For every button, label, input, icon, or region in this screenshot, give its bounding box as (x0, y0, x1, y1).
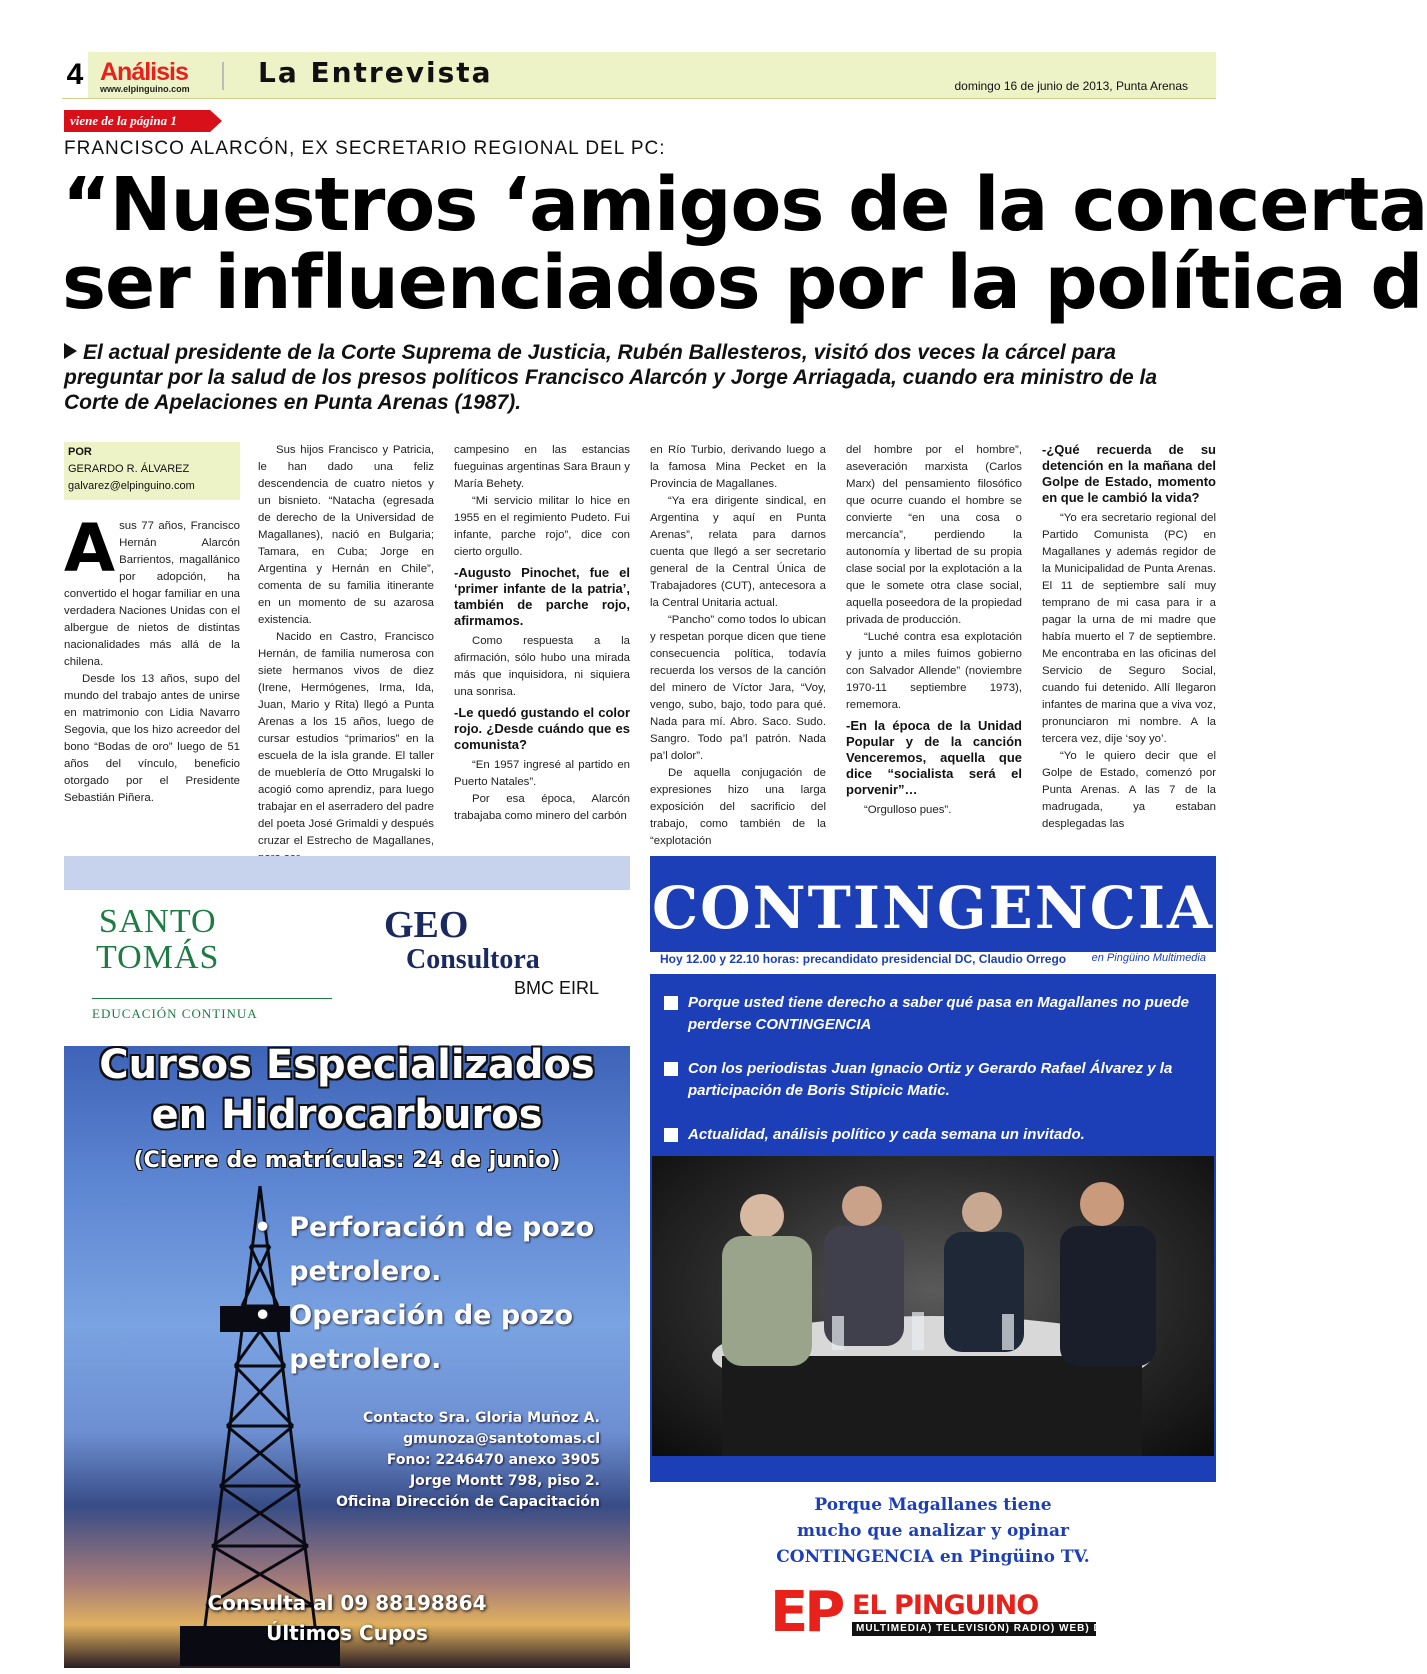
paragraph: De aquella conjugación de expresiones hizo una larga exposición del sacrificio del trabajo, como también de la “explotación (650, 767, 826, 847)
square-bullet-icon (664, 1062, 678, 1076)
contact-office: Oficina Dirección de Capacitación (336, 1494, 600, 1510)
byline-email[interactable]: galvarez@elpinguino.com (68, 480, 195, 492)
header-divider (222, 62, 224, 90)
byline-por: POR (68, 446, 92, 458)
dateline: domingo 16 de junio de 2013, Punta Arenas (954, 79, 1188, 93)
paragraph: “Orgulloso pues”. (864, 804, 952, 816)
paragraph: en Río Turbio, derivando luego a la famosa Mina Pecket en la Provincia de Magallanes. (650, 444, 826, 490)
contact-phone[interactable]: Fono: 2246470 anexo 3905 (386, 1452, 600, 1468)
media-channels: MULTIMEDIA) TELEVISIÓN) RADIO) WEB) DIARIO (856, 1623, 1135, 1634)
santo-tomas-tagline: EDUCACIÓN CONTINUA (92, 1006, 258, 1021)
schedule-channel: en Pingüino Multimedia (1091, 952, 1206, 964)
continued-from-label: viene de la página 1 (64, 110, 210, 132)
santo-tomas-logo (96, 904, 219, 976)
page-number: 4 (62, 52, 88, 98)
bullet-dot-icon: • (254, 1212, 272, 1243)
paragraph: Por esa época, Alarcón trabajaba como minero del carbón (454, 793, 630, 822)
triangle-bullet-icon (64, 343, 77, 359)
article-column-3 (454, 442, 630, 825)
ad-bullet-item (660, 1124, 1200, 1146)
ad-footer (650, 1482, 1216, 1668)
headline-overline: FRANCISCO ALARCÓN, EX SECRETARIO REGIONAL DEL PC: (64, 138, 666, 159)
article-deck (64, 340, 1214, 415)
course-item-label: Perforación de pozo petrolero. (289, 1212, 595, 1287)
paragraph: “En 1957 ingresé al partido en Puerto Natales”. (454, 759, 630, 788)
contingencia-slogan (650, 1492, 1216, 1570)
paragraph: Sus hijos Francisco y Patricia, le han dado una feliz descendencia de cuatro nietos y un bisnieto. “Natacha (egresada de derecho de la Universidad de Magallanes), nació en Bulgaria; Tamara, en Cuba; Jorge en Argentina y Hernán en Chile”, comenta de su familia itinerante en un momento de su azarosa existencia. (258, 444, 434, 626)
byline-author: GERARDO R. ÁLVAREZ (68, 463, 190, 475)
contingencia-advertisement[interactable] (650, 856, 1216, 1668)
el-pinguino-name: EL PINGUINO (852, 1590, 1039, 1621)
ad-bullet-text: Actualidad, análisis político y cada semana un invitado. (688, 1126, 1085, 1143)
article-column-4 (650, 442, 826, 850)
schedule-time: Hoy 12.00 y 22.10 horas: precandidato presidencial DC, Claudio Orrego (660, 952, 1067, 966)
paragraph: “Mi servicio militar lo hice en 1955 en el regimiento Pudeto. Fui infante, parche rojo”, dice con cierto orgullo. (454, 495, 630, 558)
ad-call-to-action (64, 1588, 630, 1648)
article-column-5 (846, 442, 1022, 819)
contact-email[interactable]: gmunoza@santotomas.cl (403, 1431, 600, 1447)
ad-enrollment-deadline: (Cierre de matrículas: 24 de junio) (133, 1148, 561, 1173)
paragraph: Nacido en Castro, Francisco Hernán, de familia numerosa con siete hermanos vivos de diez (Irene, Hermógenes, Irma, Ida, Juan, Mario y Rita) llegó a Punta Arenas a los 15 años, luego de cursar estudios “primarios” en la escuela de la isla grande. El taller de mueblería de Otto Mrugalski lo acogió como aprendiz, para luego trabajar en el aserradero del padre del poeta José Grimaldi y después cruzar el Estrecho de Magallanes, (258, 631, 434, 847)
course-item (254, 1206, 614, 1294)
paragraph: “Pancho” como todos lo ubican y respetan porque dicen que tiene consecuencia política, todavía recuerda los versos de la canción del minero de Víctor Jara, “Voy, vengo, subo, bajo, todo para qué. Nada para mí. Abro. Saco. Sudo. Sangro. Todo pa’l patrón. Nada pa’l dolor”. (650, 614, 826, 762)
headline-line-1: “Nuestros ‘amigos de la concerta (62, 162, 1427, 248)
ad-bullet-item (660, 992, 1200, 1036)
interview-question: -Le quedó gustando el color rojo. ¿Desde cuándo que es comunista? (454, 705, 630, 752)
paragraph: del hombre por el hombre”, aseveración marxista (Carlos Marx) del pensamiento filosófico que ocurre cuando el hombre se convierte “en una cosa o mercancía”, perdiendo la autonomía y libertad de su propia clase social por la explotación a la que le somete otra clase social, aquella poseedora de la propiedad privada de producción. (846, 444, 1022, 626)
contingencia-title: CONTINGENCIA (651, 874, 1215, 942)
paragraph: “Ya era dirigente sindical, en Argentina y aquí en Punta Arenas”, relata para darnos cuenta que llegó a ser secretario general de la Central Única de Trabajadores (CUT), antecesora a la Central Unitaria actual. (650, 495, 826, 609)
interview-question: -En la época de la Unidad Popular y de la canción Venceremos, aquella que dice “socialista será el porvenir”… (846, 718, 1022, 797)
paragraph: “Luché contra esa explotación y junto a miles fuimos gobierno con Salvador Allende” (noviembre 1970-11 septiembre 1973), rememora. (846, 631, 1022, 711)
paragraph: “Yo era secretario regional del Partido Comunista (PC) en Magallanes y además regidor de la Municipalidad de Punta Arenas. El 11 de septiembre salí muy temprano de mi casa para ir a pagar la urna de mi madre que había muerto el 7 de septiembre. Me encontraba en las oficinas del Servicio de Seguro Social, cuando fui detenido. Allí llegaron infantes de marina que a viva voz, pronunciaron mi nombre. A la tercera vez, dije ‘soy yo’. (1042, 512, 1216, 745)
ad-bullet-text: Porque usted tiene derecho a saber qué pasa en Magallanes no puede perderse CONTINGENCIA (688, 994, 1189, 1033)
ad-bullet-text: Con los periodistas Juan Ignacio Ortiz y Gerardo Rafael Álvarez y la participación de Boris Stipicic Matic. (688, 1060, 1173, 1099)
bullet-dot-icon: • (254, 1300, 272, 1331)
schedule-strip (650, 952, 1216, 974)
article-column-2 (258, 442, 434, 867)
course-list (254, 1206, 614, 1382)
ad-bullet-item (660, 1058, 1200, 1102)
contact-name: Contacto Sra. Gloria Muñoz A. (363, 1410, 600, 1426)
slogan-line-1: Porque Magallanes tiene (814, 1495, 1052, 1515)
ad-contact-info (300, 1408, 600, 1513)
ad-top-bar (64, 856, 630, 890)
geo-consultora-name: Consultora (406, 944, 540, 975)
page-header (62, 52, 1216, 99)
deck-text: El actual presidente de la Corte Suprema de Justicia, Rubén Ballesteros, visitó dos veces la cárcel para preguntar por la salud de los presos políticos Francisco Alarcón y Jorge Arriagada, cuando era ministro de la Corte de Apelaciones en Punta Arenas (1987). (64, 341, 1158, 414)
article-column-1 (64, 510, 240, 807)
ad-phone-cta[interactable]: Consulta al 09 88198864 (207, 1591, 487, 1615)
paragraph: “Yo le quiero decir que el Golpe de Estado, comenzó por Punta Arenas. A las 7 de la madrugada, ya estaban desplegadas las (1042, 750, 1216, 830)
tv-studio-photo (652, 1156, 1214, 1456)
geo-consultora-suffix: BMC EIRL (514, 978, 600, 998)
ad-title-line-2: en Hidrocarburos (151, 1092, 543, 1138)
byline (64, 442, 240, 500)
slogan-line-3: CONTINGENCIA en Pingüino TV. (776, 1547, 1090, 1567)
headline-line-2: ser influenciados por la política d (62, 240, 1423, 326)
paragraph: Como respuesta a la afirmación, sólo hubo una mirada más que inquisidora, ni siquiera una sonrisa. (454, 635, 630, 698)
article-column-6 (1042, 442, 1216, 833)
headline (62, 162, 1427, 326)
newspaper-logo[interactable]: Análisis (100, 58, 188, 86)
course-item (254, 1294, 614, 1382)
el-pinguino-ep-logo: EP (770, 1586, 848, 1640)
santo-tomas-advertisement[interactable] (64, 856, 630, 1668)
course-item-label: Operación de pozo petrolero. (289, 1300, 574, 1375)
interview-question: -¿Qué recuerda de su detención en la mañana del Golpe de Estado, momento en que le cambió la vida? (1042, 442, 1216, 505)
geo-consultora-logo: GEO (384, 904, 469, 946)
paragraph: campesino en las estancias fueguinas argentinas Sara Braun y María Behety. (454, 444, 630, 490)
panel-discussion-photo-icon (652, 1156, 1214, 1456)
section-title: La Entrevista (258, 56, 493, 89)
drop-cap: A (64, 510, 116, 587)
interview-question: -Augusto Pinochet, fue el ‘primer infante de la patria’, también de parche rojo, afirmamos. (454, 565, 630, 628)
ad-last-spots: Últimos Cupos (266, 1621, 428, 1645)
logo-rule (92, 998, 332, 999)
santo-logo-line-1: SANTO (98, 903, 217, 940)
santo-logo-line-2: TOMÁS (96, 939, 220, 976)
logo-url[interactable]: www.elpinguino.com (100, 84, 190, 94)
square-bullet-icon (664, 1128, 678, 1142)
paragraph: sus 77 años, Francisco Hernán Alarcón Barrientos, magallánico por adopción, ha convertido el hogar familiar en una verdadera Naciones Unidas con el albergue de nietos de distintas nacionalidades más allá de la chilena. (64, 520, 240, 668)
square-bullet-icon (664, 996, 678, 1010)
paragraph: Desde los 13 años, supo del mundo del trabajo antes de unirse en matrimonio con Lidia Navarro Segovia, que los hizo acreedor del bono “Bodas de oro” luego de 51 años del vínculo, beneficio otorgado por el Presidente Sebastián Piñera. (64, 673, 240, 804)
ad-title-line-1: Cursos Especializados (99, 1042, 595, 1088)
slogan-line-2: mucho que analizar y opinar (797, 1521, 1069, 1541)
contact-address: Jorge Montt 798, piso 2. (409, 1473, 600, 1489)
